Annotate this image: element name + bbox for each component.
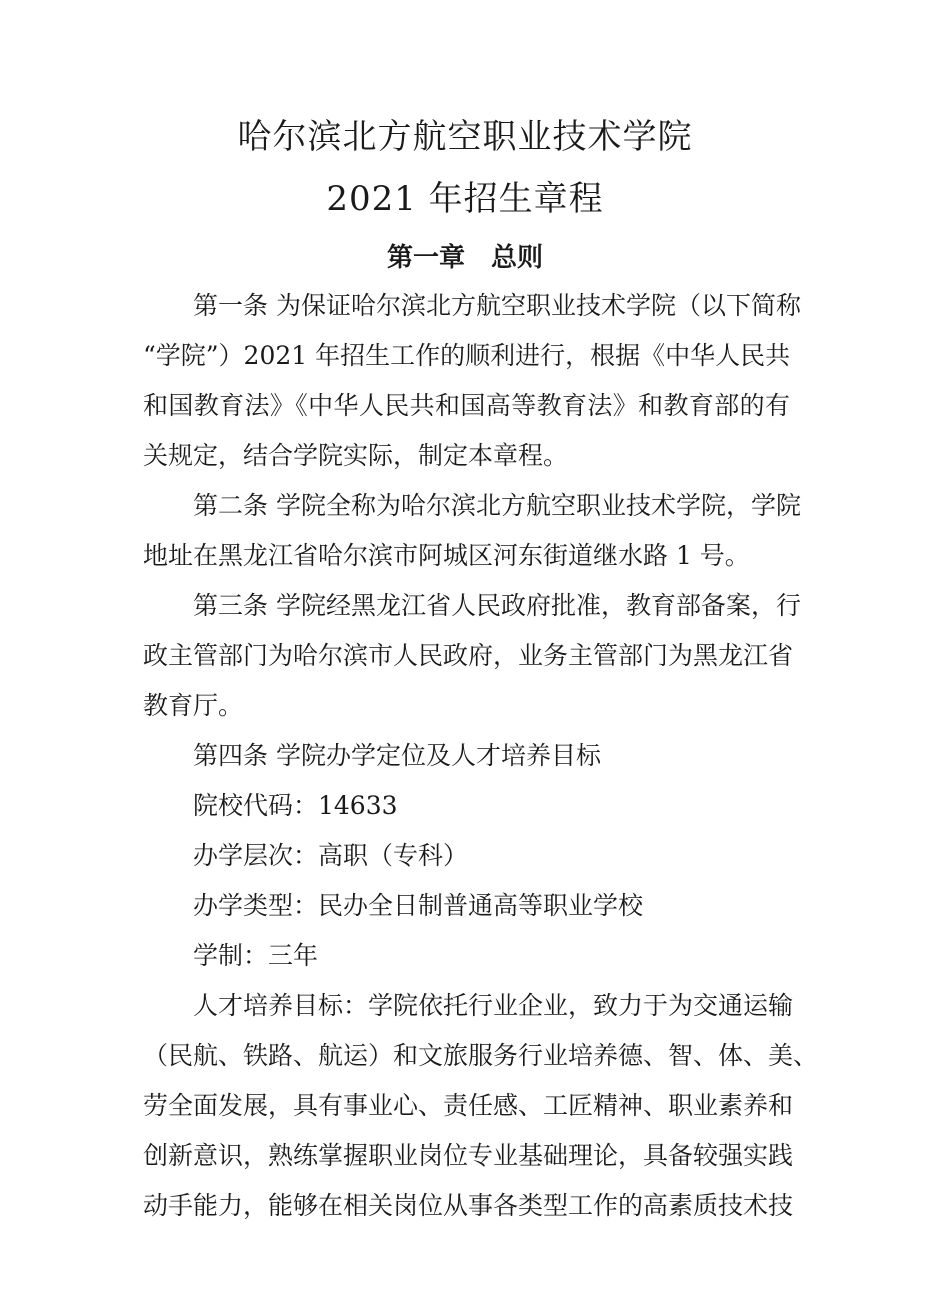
paragraph-line: 院校代码：14633: [193, 791, 398, 820]
paragraph-line: 第二条 学院全称为哈尔滨北方航空职业技术学院，学院: [193, 491, 801, 520]
document-title-line-1: 哈尔滨北方航空职业技术学院: [237, 117, 693, 157]
paragraph-line: 第一条 为保证哈尔滨北方航空职业技术学院（以下简称: [193, 291, 801, 320]
paragraph-line: 关规定，结合学院实际，制定本章程。: [143, 441, 569, 470]
paragraph-line: “学院”）2021 年招生工作的顺利进行，根据《中华人民共: [143, 341, 791, 370]
paragraph-line: 办学类型：民办全日制普通高等职业学校: [193, 891, 644, 920]
paragraph-line: 教育厅。: [143, 691, 244, 720]
paragraph-line: 创新意识，熟练掌握职业岗位专业基础理论，具备较强实践: [143, 1141, 794, 1170]
chapter-heading: 第一章 总则: [386, 243, 543, 273]
paragraph-line: 劳全面发展，具有事业心、责任感、工匠精神、职业素养和: [143, 1091, 794, 1120]
paragraph-line: 和国教育法》《中华人民共和国高等教育法》和教育部的有: [143, 391, 790, 420]
paragraph-line: 办学层次：高职（专科）: [193, 841, 469, 870]
paragraph-line: 人才培养目标：学院依托行业企业，致力于为交通运输: [193, 991, 794, 1020]
paragraph-line: 学制：三年: [193, 941, 319, 970]
paragraph-line: 政主管部门为哈尔滨市人民政府，业务主管部门为黑龙江省: [143, 641, 794, 670]
paragraph-line: 动手能力，能够在相关岗位从事各类型工作的高素质技术技: [143, 1191, 794, 1220]
paragraph-line: 地址在黑龙江省哈尔滨市阿城区河东街道继水路 1 号。: [143, 541, 750, 570]
paragraph-line: （民航、铁路、航运）和文旅服务行业培养德、智、体、美、: [143, 1041, 819, 1070]
paragraph-line: 第三条 学院经黑龙江省人民政府批准，教育部备案，行: [193, 591, 801, 620]
paragraph-line: 第四条 学院办学定位及人才培养目标: [193, 741, 601, 770]
document-title-line-2: 2021 年招生章程: [326, 179, 604, 219]
